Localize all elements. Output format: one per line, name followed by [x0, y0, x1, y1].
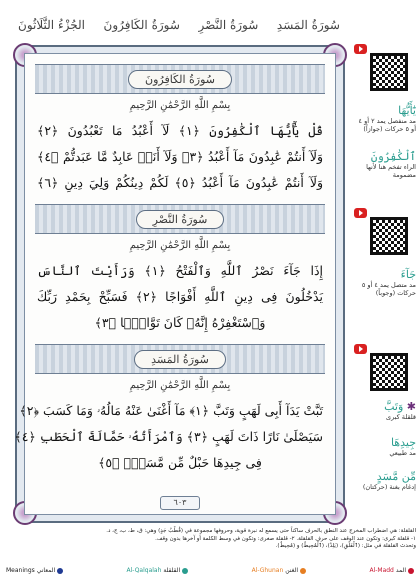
legend-label-ar: المعاني [36, 567, 56, 574]
legend-dot [300, 568, 306, 574]
legend-dot [408, 568, 414, 574]
footnote-line: ١- قلقلة كبرى: وتكون عند الوقف على حرف القلقلة. ٢- قلقلة صغرى: وتكون في وسط الكلمة أو آخرها بدون وقف. [155, 535, 416, 542]
verse-line: قُلْ يَٰٓأَيُّهَا ٱلْكَٰفِرُونَ ﴿١﴾ لَآ أَعْبُدُ مَا تَعْبُدُونَ ﴿٢﴾ [37, 123, 323, 138]
verse-line: وَلَآ أَنتُمْ عَٰبِدُونَ مَآ أَعْبُدُ ﴿٣﴾ وَلَآ أَنَا۠ عَابِدٌ مَّا عَبَدتُّمْ ﴿٤﴾ [37, 149, 323, 164]
surah-title-kafirun: سُورَةُ الكَافِرُونَ [103, 18, 180, 32]
surah-banner-kafirun [35, 64, 325, 94]
page-header [18, 12, 340, 38]
note-watabb [354, 400, 416, 421]
note-jaa [354, 268, 416, 297]
star-icon: ✱ [406, 400, 416, 413]
qr-code[interactable] [370, 353, 408, 391]
note-word: يَٰٓأَيُّهَا [398, 104, 416, 117]
legend-label: Al-Ghunan [251, 567, 284, 574]
surah-banner-title: سُورَةُ الكَافِرُونَ [128, 70, 232, 89]
surah-title-nasr: سُورَةُ النَّصْرِ [198, 18, 259, 32]
qalqalah-footnote [4, 528, 416, 551]
surah-title-masad: سُورَةُ المَسَدِ [276, 18, 340, 32]
qr-block[interactable] [354, 44, 416, 91]
note-yani [354, 104, 416, 133]
legend-dot [57, 568, 63, 574]
legend-madd [369, 567, 414, 574]
verse-line: إِذَا جَآءَ نَصْرُ ٱللَّهِ وَٱلْفَتْحُ ﴿١﴾ وَرَأَيْتَ ٱلنَّاسَ [37, 263, 323, 278]
verse-line: تَبَّتْ يَدَآ أَبِى لَهَبٍ وَتَبَّ ﴿١﴾ مَآ أَغْنَىٰ عَنْهُ مَالُهُۥ وَمَا كَسَبَ ﴿٢﴾ [19, 403, 323, 418]
surah-banner-masad [35, 344, 325, 374]
youtube-icon[interactable] [354, 344, 367, 354]
legend-label-ar: الغنن [285, 567, 299, 574]
legend-ghunan [252, 567, 306, 574]
surah-banner-nasr [35, 204, 325, 234]
verse-line: سَيَصْلَىٰ نَارًا ذَاتَ لَهَبٍ ﴿٣﴾ وَٱمْرَأَتُهُۥ حَمَّالَةَ ٱلْحَطَبِ ﴿٤﴾ [14, 429, 323, 444]
note-kafirun [354, 150, 416, 179]
basmala: بِسْمِ اللَّهِ الرَّحْمَٰنِ الرَّحِيمِ [129, 240, 231, 251]
qr-code[interactable] [370, 217, 408, 255]
qr-block[interactable] [354, 208, 416, 255]
youtube-icon[interactable] [354, 44, 367, 54]
note-word: مِّن مَّسَدٍ [376, 470, 416, 483]
note-text: إدغام بغنة (حركتان) [362, 483, 416, 491]
basmala: بِسْمِ اللَّهِ الرَّحْمَٰنِ الرَّحِيمِ [129, 100, 231, 111]
basmala: بِسْمِ اللَّهِ الرَّحْمَٰنِ الرَّحِيمِ [129, 380, 231, 391]
note-jidiha [354, 436, 416, 457]
note-mimmasad [354, 470, 416, 491]
note-word: ٱلْكَٰفِرُونَ [370, 150, 416, 163]
tajweed-legend [6, 567, 414, 574]
page-number: ٦٠٣ [160, 496, 200, 510]
legend-label-ar: القلقلة [163, 567, 181, 574]
note-word-text: وَتَبَّ [384, 400, 404, 413]
verse-line: وَٱسْتَغْفِرْهُ إِنَّهُۥ كَانَ تَوَّابًۢا ﴿٣﴾ [94, 315, 266, 330]
surah-banner-title: سُورَةُ المَسَدِ [134, 350, 226, 369]
juz-title: الجُزْءُ الثَّلَاثُونَ [18, 18, 85, 32]
legend-qalqalah [127, 567, 189, 574]
legend-label: Al-Madd [369, 567, 394, 574]
legend-label: Meanings [6, 567, 35, 574]
legend-dot [182, 568, 188, 574]
note-text: قلقلة كبرى [386, 413, 416, 421]
quran-page-frame [15, 45, 345, 523]
youtube-icon[interactable] [354, 208, 367, 218]
qr-code[interactable] [370, 53, 408, 91]
note-text: الراء تفخم هنا لأنها مضمومة [366, 163, 416, 179]
qr-block[interactable] [354, 344, 416, 391]
legend-label-ar: المد [395, 567, 406, 574]
note-text: مد طبيعي [389, 449, 416, 457]
note-word [354, 400, 416, 413]
tajweed-sidebar [354, 0, 416, 578]
verse-line: فِى جِيدِهَا حَبْلٌ مِّن مَّسَدٍۭ ﴿٥﴾ [98, 455, 262, 470]
page-text-area [14, 53, 336, 515]
legend-label: Al-Qalqalah [126, 567, 162, 574]
note-text: مد منفصل يمد ٢ أو ٤ أو ٥ حركات (جوازاً) [358, 117, 416, 133]
note-word: جَآءَ [400, 268, 416, 281]
verse-line: يَدْخُلُونَ فِى دِينِ ٱللَّهِ أَفْوَاجًا ﴿٢﴾ فَسَبِّحْ بِحَمْدِ رَبِّكَ [37, 289, 323, 304]
footnote-line: وتحدث القلقلة في مثل: (ٱلْفَلَقِ)، (يَلِدْ)، (ٱلْمُحِيطُ) و (مُحِيطٌ). [275, 543, 416, 549]
note-text: مد متصل يمد ٤ أو ٥ حركات (وجوباً) [361, 281, 416, 297]
surah-banner-title: سُورَةُ النَّصْرِ [136, 210, 225, 229]
legend-meanings [6, 567, 63, 574]
footnote-line: القلقلة: هي اضطراب المخرج عند النطق بالحرف ساكناً حتى يسمع له نبرة قوية، وحروفها مجموعة في (قُطْبُ جَدٍ) وهي: ق، ط، ب، ج، د. [106, 528, 416, 534]
note-word: جِيدِهَا [390, 436, 416, 449]
verse-line: وَلَآ أَنتُمْ عَٰبِدُونَ مَآ أَعْبُدُ ﴿٥﴾ لَكُمْ دِينُكُمْ وَلِيَ دِينِ ﴿٦﴾ [37, 175, 323, 190]
